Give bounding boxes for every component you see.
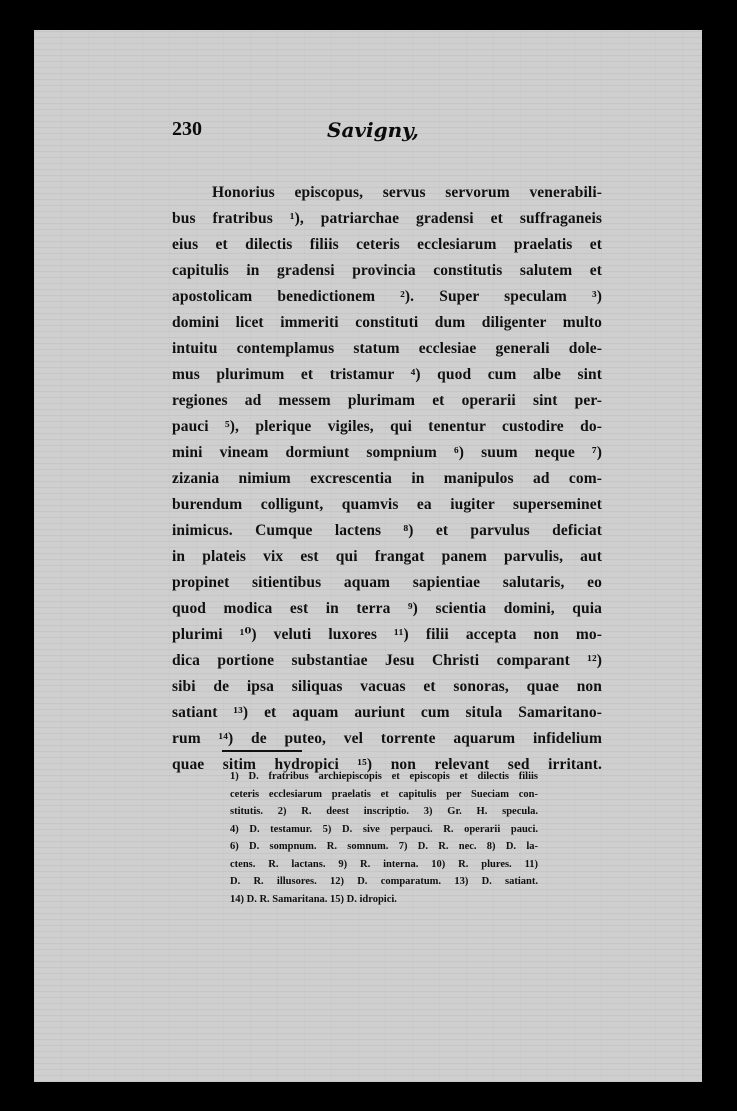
text-line: dica portione substantiae Jesu Christi comparant ¹²)	[172, 652, 602, 669]
text-line: apostolicam benedictionem ²). Super speculam ³)	[172, 288, 602, 305]
text-line: inimicus. Cumque lactens ⁸) et parvulus deficiat	[172, 522, 602, 539]
text-line: rum ¹⁴) de puteo, vel torrente aquarum infidelium	[172, 730, 602, 747]
page-number: 230	[172, 118, 202, 140]
footnote-line: 4) D. testamur. 5) D. sive perpauci. R. operarii pauci.	[230, 823, 538, 835]
text-line: pauci ⁵), plerique vigiles, qui tenentur custodire do-	[172, 418, 602, 435]
text-line: plurimi ¹⁰) veluti luxores ¹¹) filii accepta non mo-	[172, 626, 602, 643]
footnote-line: stitutis. 2) R. deest inscriptio. 3) Gr. H. specula.	[230, 806, 538, 817]
footnote-line: 1) D. fratribus archiepiscopis et episcopis et dilectis filiis	[230, 771, 538, 782]
text-line: Honorius episcopus, servus servorum venerabili-	[212, 184, 602, 201]
footnotes	[230, 768, 538, 908]
footnote-line: ctens. R. lactans. 9) R. interna. 10) R. plures. 11)	[230, 858, 538, 870]
footnote-line: D. R. illusores. 12) D. comparatum. 13) D. satiant.	[230, 876, 538, 887]
text-line: sibi de ipsa siliquas vacuas et sonoras, quae non	[172, 678, 602, 695]
text-line: burendum colligunt, quamvis ea iugiter superseminet	[172, 496, 602, 513]
footnote-line: 14) D. R. Samaritana. 15) D. idropici.	[230, 893, 397, 905]
footnote-line: ceteris ecclesiarum praelatis et capitulis per Sueciam con-	[230, 788, 538, 800]
text-line: capitulis in gradensi provincia constitutis salutem et	[172, 262, 602, 279]
text-line: mus plurimum et tristamur ⁴) quod cum albe sint	[172, 366, 602, 383]
text-line: quod modica est in terra ⁹) scientia domini, quia	[172, 600, 602, 617]
text-line: in plateis vix est qui frangat panem parvulis, aut	[172, 548, 602, 565]
footnote-rule	[222, 750, 302, 752]
page-header	[172, 116, 512, 146]
text-line: domini licet immeriti constituti dum diligenter multo	[172, 314, 602, 331]
text-line: satiant ¹³) et aquam auriunt cum situla Samaritano-	[172, 704, 602, 721]
text-line: propinet sitientibus aquam sapientiae salutaris, eo	[172, 574, 602, 591]
body-text	[172, 180, 602, 778]
text-line: bus fratribus ¹), patriarchae gradensi et suffraganeis	[172, 210, 602, 227]
text-line: intuitu contemplamus statum ecclesiae generali dole-	[172, 340, 602, 357]
footnote-line: 6) D. sompnum. R. somnum. 7) D. R. nec. 8) D. la-	[230, 841, 538, 852]
scanned-page	[34, 30, 702, 1082]
running-head: Savigny,	[327, 118, 419, 142]
text-line: mini vineam dormiunt sompnium ⁶) suum neque ⁷)	[172, 444, 602, 461]
text-line: regiones ad messem plurimam et operarii sint per-	[172, 392, 602, 409]
text-line: eius et dilectis filiis ceteris ecclesiarum praelatis et	[172, 236, 602, 253]
text-line: quae sitim hydropici ¹⁵) non relevant sed irritant.	[172, 756, 602, 773]
text-line: zizania nimium excrescentia in manipulos ad com-	[172, 470, 602, 487]
